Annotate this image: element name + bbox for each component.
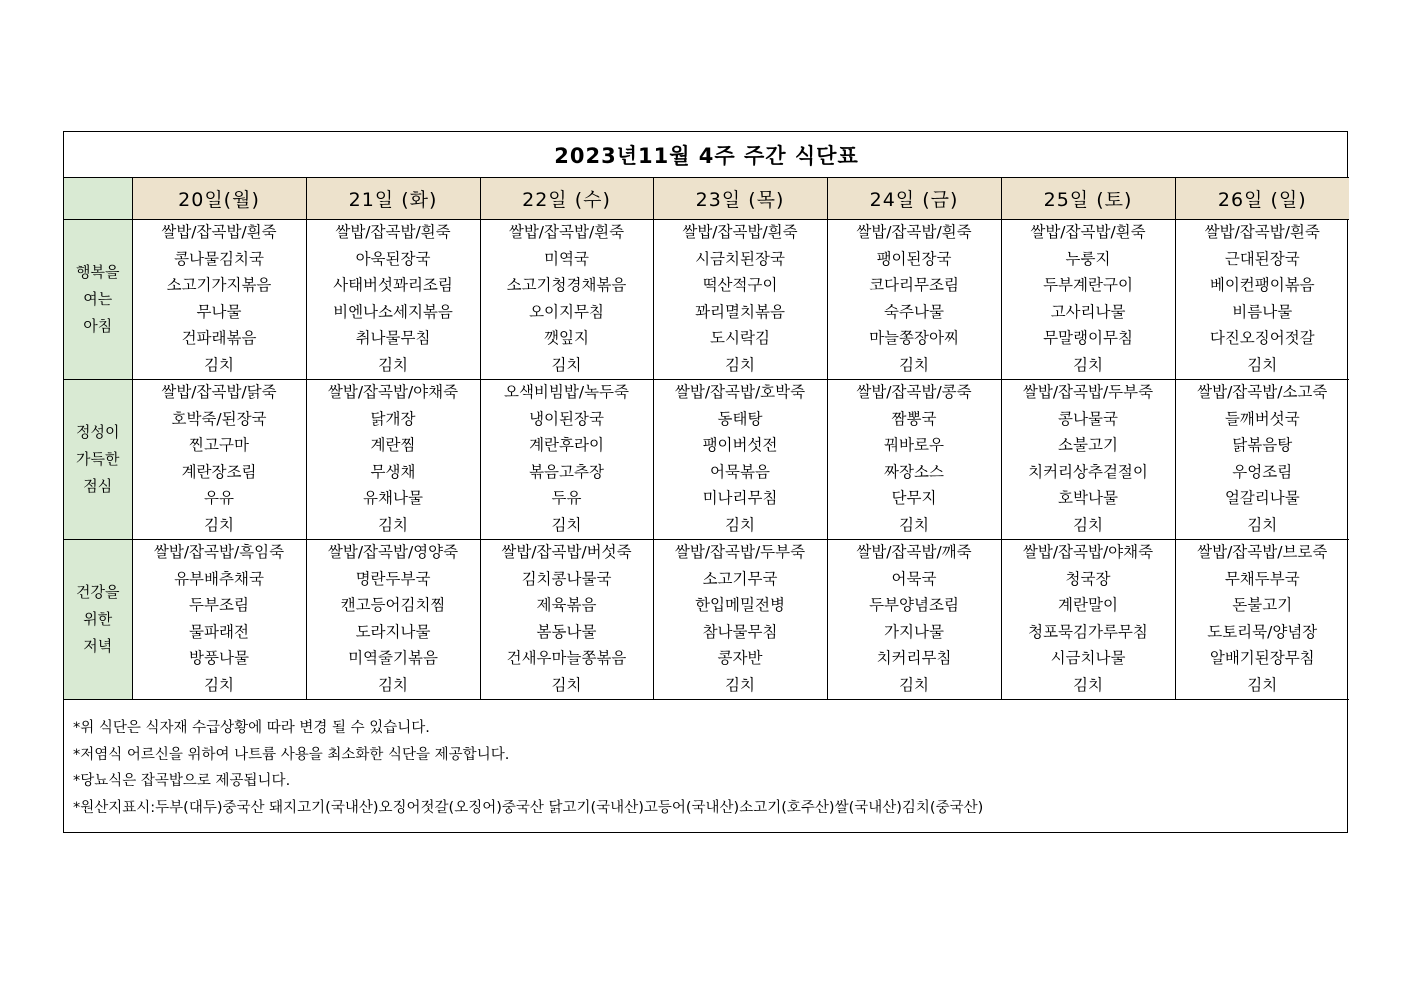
dish-item: 김치	[725, 675, 755, 694]
dish-item: 쌀밥/잡곡밥/두부죽	[674, 543, 806, 561]
dish-item: 시금치나물	[1050, 649, 1126, 667]
dish-item: 쌀밥/잡곡밥/깨죽	[856, 543, 972, 561]
dish-item: 콩나물김치국	[174, 249, 264, 268]
dish-item: 꽈리멸치볶음	[695, 302, 785, 321]
dish-item: 쌀밥/잡곡밥/버섯죽	[501, 543, 632, 561]
dish-item: 김치	[204, 515, 234, 534]
dish-item: 들깨버섯국	[1224, 409, 1300, 428]
dish-item: 김치	[1073, 675, 1103, 694]
dish-item: 떡산적구이	[702, 276, 778, 294]
dish-item: 쌀밥/잡곡밥/흰죽	[1204, 223, 1320, 241]
dish-item: 도시락김	[710, 329, 770, 347]
dish-item: 고사리나물	[1050, 302, 1126, 321]
dish-item: 두유	[551, 489, 582, 507]
dish-item: 김치	[378, 515, 408, 534]
dish-item: 계란후라이	[529, 436, 604, 454]
dish-item: 오색비빔밥/녹두죽	[503, 383, 629, 401]
dish-item: 김치	[725, 355, 755, 374]
dish-item: 비름나물	[1232, 302, 1293, 321]
dish-item: 참나물무침	[702, 622, 778, 641]
dish-item: 치커리상추겉절이	[1028, 462, 1148, 481]
dish-item: 오이지무침	[529, 302, 604, 321]
dish-item: 건새우마늘쫑볶음	[506, 649, 627, 667]
dish-item: 유채나물	[363, 489, 423, 507]
dish-item: 김치	[551, 355, 582, 374]
dish-item: 치커리무침	[876, 649, 952, 667]
dish-item: 계란장조림	[181, 462, 257, 481]
dish-item: 쌀밥/잡곡밥/두부죽	[1022, 383, 1154, 401]
dish-item: 물파래전	[189, 622, 249, 641]
dish-item: 쌀밥/잡곡밥/야채죽	[1022, 543, 1154, 561]
dish-item: 아욱된장국	[355, 249, 431, 268]
meal-row	[64, 220, 1349, 380]
corner-cell	[64, 178, 132, 220]
dish-item: 쌀밥/잡곡밥/소고죽	[1197, 383, 1328, 401]
dish-item: 호박나물	[1058, 489, 1118, 507]
menu-cell	[653, 540, 827, 700]
dish-item: 김치	[899, 355, 929, 374]
meal-label-line: 저녁	[83, 637, 113, 655]
dish-item: 도라지나물	[355, 622, 431, 641]
dish-item: 김치	[1073, 355, 1103, 374]
menu-cell	[132, 380, 306, 540]
dish-item: 베이컨팽이볶음	[1209, 276, 1315, 294]
meal-label-line: 가득한	[76, 450, 120, 468]
dish-item: 어묵국	[891, 569, 937, 588]
menu-title: 2023년11월 4주 주간 식단표	[64, 132, 1349, 178]
dish-item: 찐고구마	[189, 436, 249, 454]
dish-item: 쌀밥/잡곡밥/닭죽	[161, 383, 277, 401]
menu-cell	[1175, 220, 1349, 380]
dish-item: 어묵볶음	[710, 462, 770, 481]
dish-item: 무말랭이무침	[1043, 329, 1133, 347]
dish-item: 두부조림	[189, 596, 249, 614]
dish-item: 무채두부국	[1224, 569, 1300, 588]
dish-item: 사태버섯꽈리조림	[333, 276, 453, 294]
dish-item: 깻잎지	[544, 329, 589, 347]
meal-label-line: 위한	[83, 610, 113, 628]
day-header: 26일 (일)	[1175, 178, 1349, 220]
dish-item: 단무지	[891, 489, 937, 507]
dish-item: 김치	[204, 675, 234, 694]
dish-item: 제육볶음	[536, 596, 597, 614]
dish-item: 김치	[551, 515, 582, 534]
menu-cell	[480, 540, 653, 700]
dish-item: 닭개장	[370, 409, 416, 428]
dish-item: 쌀밥/잡곡밥/영양죽	[327, 543, 459, 561]
dish-item: 쌀밥/잡곡밥/흑임죽	[153, 543, 285, 561]
dish-item: 짜장소스	[884, 462, 944, 481]
menu-cell	[1175, 540, 1349, 700]
menu-cell	[1001, 220, 1175, 380]
dish-item: 김치	[551, 675, 582, 694]
weekly-menu-sheet	[63, 131, 1348, 833]
dish-item: 청포묵김가루무침	[1028, 622, 1148, 641]
meal-label-line: 아침	[83, 317, 113, 335]
dish-item: 쌀밥/잡곡밥/흰죽	[682, 223, 798, 241]
meal-label	[64, 380, 132, 540]
menu-cell	[480, 380, 653, 540]
dish-item: 냉이된장국	[529, 409, 604, 428]
menu-cell	[306, 380, 480, 540]
dish-item: 팽이된장국	[876, 249, 952, 268]
dish-item: 계란찜	[370, 436, 416, 454]
dish-item: 쌀밥/잡곡밥/흰죽	[335, 223, 451, 241]
dish-item: 쌀밥/잡곡밥/흰죽	[856, 223, 972, 241]
dish-item: 두부양념조림	[869, 596, 959, 614]
dish-item: 마늘쫑장아찌	[869, 329, 959, 347]
dish-item: 미나리무침	[702, 489, 778, 507]
dish-item: 소불고기	[1058, 436, 1118, 454]
dish-item: 짬뽕국	[891, 409, 937, 428]
dish-item: 소고기청경채볶음	[506, 276, 627, 294]
menu-table	[64, 132, 1349, 700]
dish-item: 호박죽/된장국	[171, 409, 267, 428]
note-line: *원산지표시:두부(대두)중국산 돼지고기(국내산)오징어젓갈(오징어)중국산 닭고기(국내산)고등어(국내산)소고기(호주산)쌀(국내산)김치(중국산)	[73, 799, 984, 816]
dish-item: 동태탕	[717, 409, 763, 428]
day-header: 20일(월)	[132, 178, 306, 220]
menu-cell	[306, 220, 480, 380]
menu-cell	[653, 220, 827, 380]
dish-item: 팽이버섯전	[702, 436, 778, 454]
dish-item: 봄동나물	[536, 622, 597, 641]
dish-item: 미역줄기볶음	[348, 649, 438, 667]
menu-cell	[132, 220, 306, 380]
dish-item: 시금치된장국	[695, 249, 785, 268]
dish-item: 미역국	[544, 249, 589, 268]
dish-item: 쌀밥/잡곡밥/콩죽	[856, 383, 972, 401]
day-header: 24일 (금)	[827, 178, 1001, 220]
dish-item: 방풍나물	[189, 649, 249, 667]
dish-item: 근대된장국	[1224, 249, 1300, 268]
menu-cell	[306, 540, 480, 700]
menu-cell	[132, 540, 306, 700]
day-header: 23일 (목)	[653, 178, 827, 220]
meal-label	[64, 220, 132, 380]
menu-cell	[827, 220, 1001, 380]
dish-item: 김치	[378, 355, 408, 374]
dish-item: 쌀밥/잡곡밥/야채죽	[327, 383, 459, 401]
dish-item: 우엉조림	[1232, 462, 1293, 481]
dish-item: 볶음고추장	[529, 462, 604, 481]
dish-item: 누룽지	[1065, 249, 1111, 268]
dish-item: 김치	[204, 355, 234, 374]
dish-item: 꿔바로우	[884, 436, 944, 454]
menu-cell	[1175, 380, 1349, 540]
dish-item: 김치	[378, 675, 408, 694]
meal-label-line: 여는	[83, 290, 113, 308]
meal-row	[64, 540, 1349, 700]
day-header: 22일 (수)	[480, 178, 653, 220]
dish-item: 쌀밥/잡곡밥/흰죽	[1030, 223, 1146, 241]
dish-item: 김치	[725, 515, 755, 534]
dish-item: 쌀밥/잡곡밥/호박죽	[674, 383, 806, 401]
day-header: 21일 (화)	[306, 178, 480, 220]
dish-item: 김치콩나물국	[521, 569, 612, 588]
meal-label-line: 행복을	[76, 263, 120, 281]
dish-item: 소고기무국	[702, 569, 778, 588]
menu-cell	[1001, 380, 1175, 540]
dish-item: 가지나물	[884, 622, 944, 641]
meal-row	[64, 380, 1349, 540]
note-line: *당뇨식은 잡곡밥으로 제공됩니다.	[73, 773, 291, 789]
dish-item: 도토리묵/양념장	[1207, 622, 1318, 641]
dish-item: 비엔나소세지볶음	[333, 302, 453, 321]
dish-item: 김치	[899, 675, 929, 694]
dish-item: 유부배추채국	[174, 569, 264, 588]
dish-item: 닭볶음탕	[1232, 436, 1293, 454]
dish-item: 콩나물국	[1058, 409, 1118, 428]
meal-label-line: 점심	[83, 477, 113, 495]
day-header: 25일 (토)	[1001, 178, 1175, 220]
dish-item: 김치	[1247, 515, 1278, 534]
dish-item: 쌀밥/잡곡밥/흰죽	[508, 223, 625, 241]
note-line: *저염식 어르신을 위하여 나트륨 사용을 최소화한 식단을 제공합니다.	[73, 746, 510, 763]
dish-item: 콩자반	[717, 649, 763, 667]
meal-label	[64, 540, 132, 700]
dish-item: 명란두부국	[355, 569, 431, 588]
dish-item: 한입메밀전병	[695, 596, 785, 614]
dish-item: 청국장	[1065, 569, 1111, 588]
dish-item: 얼갈리나물	[1224, 489, 1300, 507]
menu-cell	[827, 380, 1001, 540]
dish-item: 돈불고기	[1232, 596, 1293, 614]
dish-item: 알배기된장무침	[1209, 649, 1315, 667]
dish-item: 코다리무조림	[869, 276, 959, 294]
dish-item: 숙주나물	[884, 302, 944, 321]
note-line: *위 식단은 식자재 수급상황에 따라 변경 될 수 있습니다.	[73, 720, 430, 736]
dish-item: 다진오징어젓갈	[1209, 329, 1315, 347]
notes-section	[64, 700, 1347, 832]
meal-label-line: 정성이	[76, 423, 120, 441]
dish-item: 취나물무침	[355, 329, 431, 347]
menu-cell	[827, 540, 1001, 700]
dish-item: 캔고등어김치찜	[340, 596, 446, 614]
dish-item: 김치	[899, 515, 929, 534]
dish-item: 쌀밥/잡곡밥/브로죽	[1197, 543, 1328, 561]
dish-item: 김치	[1247, 675, 1278, 694]
menu-cell	[480, 220, 653, 380]
dish-item: 쌀밥/잡곡밥/흰죽	[161, 223, 277, 241]
dish-item: 김치	[1073, 515, 1103, 534]
meal-label-line: 건강을	[76, 583, 120, 601]
dish-item: 무나물	[196, 302, 242, 321]
dish-item: 두부계란구이	[1043, 276, 1133, 294]
dish-item: 무생채	[370, 462, 416, 481]
dish-item: 김치	[1247, 355, 1278, 374]
dish-item: 건파래볶음	[181, 329, 257, 347]
dish-item: 소고기가지볶음	[166, 276, 272, 294]
dish-item: 우유	[204, 489, 234, 507]
dish-item: 계란말이	[1058, 596, 1118, 614]
menu-cell	[1001, 540, 1175, 700]
menu-cell	[653, 380, 827, 540]
